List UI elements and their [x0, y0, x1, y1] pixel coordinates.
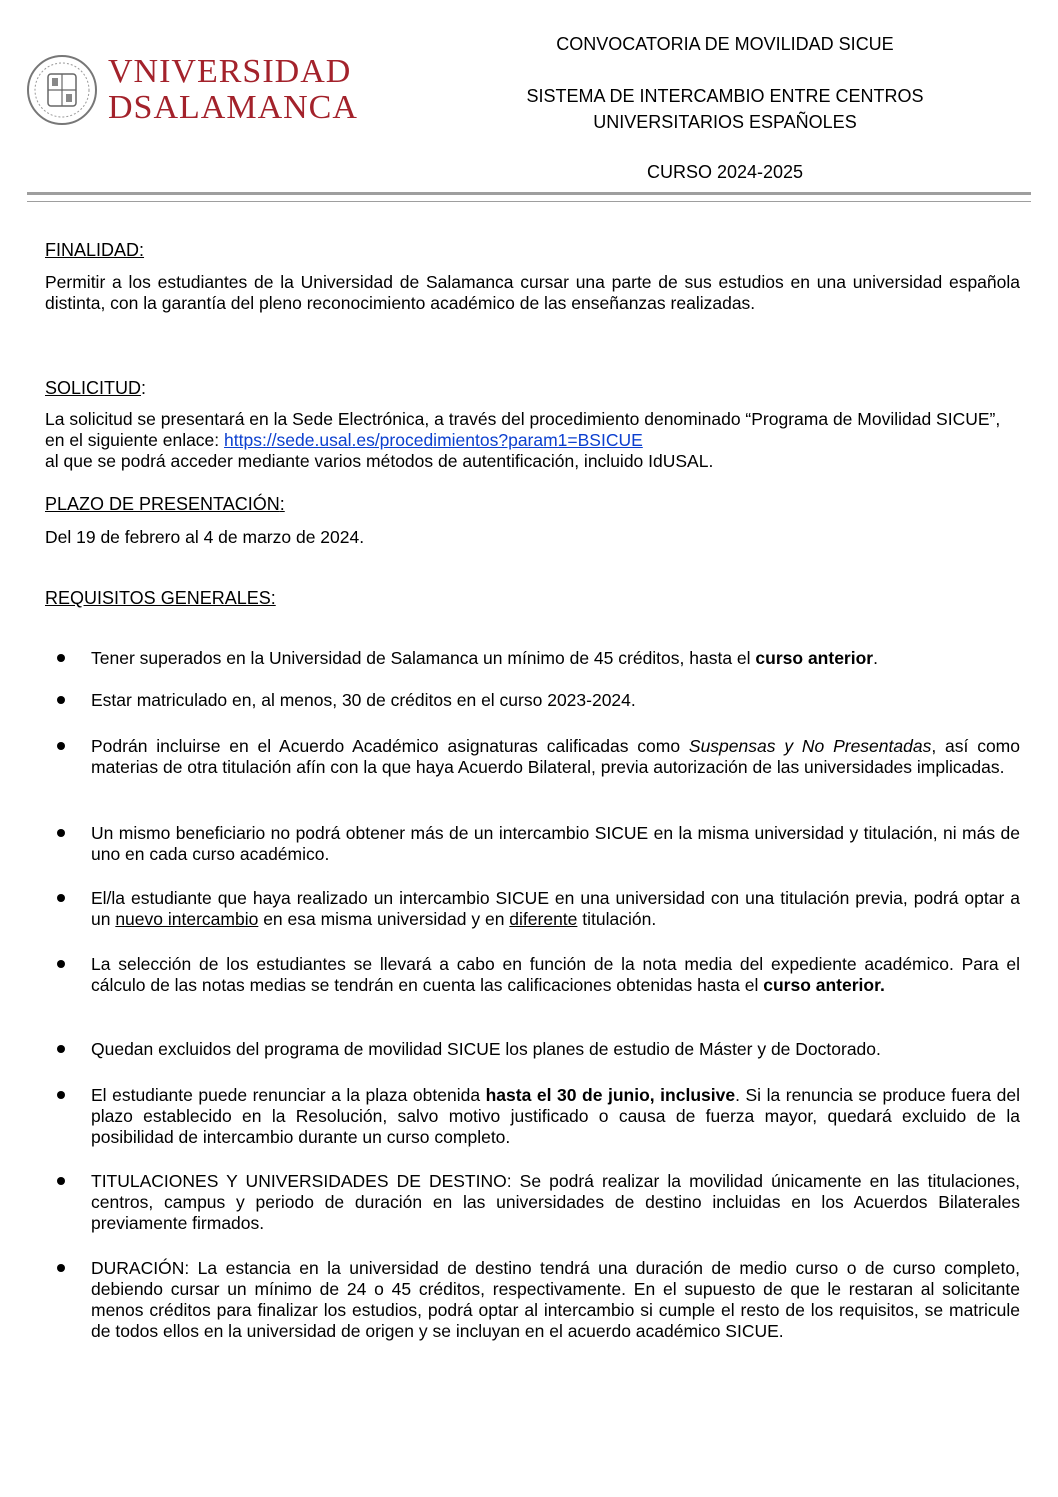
solicitud-heading [45, 378, 146, 399]
plazo-text: Del 19 de febrero al 4 de marzo de 2024. [45, 527, 365, 547]
bullet-icon [57, 1045, 65, 1053]
bullet-icon [57, 1177, 65, 1185]
bullet-icon [57, 1264, 65, 1272]
solicitud-text-before: La solicitud se presentará en la Sede Electrónica, a través del procedimiento denominado “Programa de Movilidad SICUE”, en el siguiente enlace: [45, 409, 1001, 450]
list-item-text: Un mismo beneficiario no podrá obtener más de un intercambio SICUE en la misma universidad y titulación, ni más de uno en cada curso académico. [91, 823, 1020, 864]
document-subtitle-line-2: UNIVERSITARIOS ESPAÑOLES [593, 112, 857, 132]
plazo-heading-colon: : [279, 494, 285, 514]
bullet-icon [57, 1091, 65, 1099]
document-subtitle-line-1: SISTEMA DE INTERCAMBIO ENTRE CENTROS [526, 86, 924, 106]
bullet-icon [57, 829, 65, 837]
bullet-icon [57, 960, 65, 968]
solicitud-text [45, 409, 1020, 472]
university-logo-text [108, 54, 358, 126]
list-item-text: Tener superados en la Universidad de Salamanca un mínimo de 45 créditos, hasta el curso anterior. [91, 648, 878, 668]
list-item-text: Estar matriculado en, al menos, 30 de créditos en el curso 2023-2024. [91, 690, 636, 710]
list-item-text: DURACIÓN: La estancia en la universidad de destino tendrá una duración de medio curso o de curso completo, debiendo cursar un mínimo de 24 o 45 créditos, respectivamente. En el supuesto de que le restaran al solicitante menos créditos para finalizar los estudios, podrá optar al intercambio si cumple el resto de los requisitos, se matricule de todos ellos en la universidad de origen y se incluyan en el acuerdo académico SICUE. [91, 1258, 1020, 1341]
solicitud-heading-label: SOLICITUD [45, 378, 142, 398]
sede-link[interactable]: https://sede.usal.es/procedimientos?param1=BSICUE [224, 430, 643, 450]
bullet-icon [57, 894, 65, 902]
plazo-heading [45, 494, 285, 515]
university-seal-icon [24, 44, 100, 136]
solicitud-heading-colon: : [141, 378, 147, 398]
logo-line-1: VNIVERSIDAD [108, 53, 352, 90]
finalidad-heading: FINALIDAD: [45, 240, 145, 260]
list-item-text: Quedan excluidos del programa de movilidad SICUE los planes de estudio de Máster y de Doctorado. [91, 1039, 881, 1059]
bullet-icon [57, 742, 65, 750]
document-title: CONVOCATORIA DE MOVILIDAD SICUE [556, 34, 894, 54]
list-item-text: El estudiante puede renunciar a la plaza obtenida hasta el 30 de junio, inclusive. Si la renuncia se produce fuera del plazo establecido en la Resolución, salvo motivo justificado o causa de fuerza mayor, quedará excluido de la posibilidad de intercambio durante un curso completo. [91, 1085, 1021, 1147]
requisitos-heading: REQUISITOS GENERALES: [45, 588, 276, 608]
header-divider [27, 192, 1031, 202]
list-item-text: TITULACIONES Y UNIVERSIDADES DE DESTINO: Se podrá realizar la movilidad únicamente en las titulaciones, centros, campus y periodo de duración en las universidades de destino incluidas en los Acuerdos Bilaterales previamente firmados. [91, 1171, 1020, 1233]
list-item-text: El/la estudiante que haya realizado un intercambio SICUE en una universidad con una titulación previa, podrá optar a un nuevo intercambio en esa misma universidad y en diferente titulación. [91, 888, 1020, 929]
course-year: CURSO 2024-2025 [646, 162, 804, 182]
university-logo [24, 44, 358, 136]
solicitud-text-after: al que se podrá acceder mediante varios métodos de autentificación, incluido IdUSAL. [45, 451, 714, 471]
plazo-heading-label: PLAZO DE PRESENTACIÓN [45, 494, 280, 514]
bullet-icon [57, 654, 65, 662]
bullet-icon [57, 696, 65, 704]
finalidad-text: Permitir a los estudiantes de la Universidad de Salamanca cursar una parte de sus estudios en una universidad española distinta, con la garantía del pleno reconocimiento académico de las enseñanzas realizadas. [45, 272, 1020, 313]
logo-line-2: DSALAMANCA [108, 89, 358, 126]
list-item-text: La selección de los estudiantes se llevará a cabo en función de la nota media del expediente académico. Para el cálculo de las notas medias se tendrán en cuenta las calificaciones obtenidas hasta el curso anterior. [91, 954, 1020, 995]
list-item-text: Podrán incluirse en el Acuerdo Académico asignaturas calificadas como Suspensas y No Presentadas, así como materias de otra titulación afín con la que haya Acuerdo Bilateral, previa autorización de las universidades implicadas. [91, 736, 1020, 777]
